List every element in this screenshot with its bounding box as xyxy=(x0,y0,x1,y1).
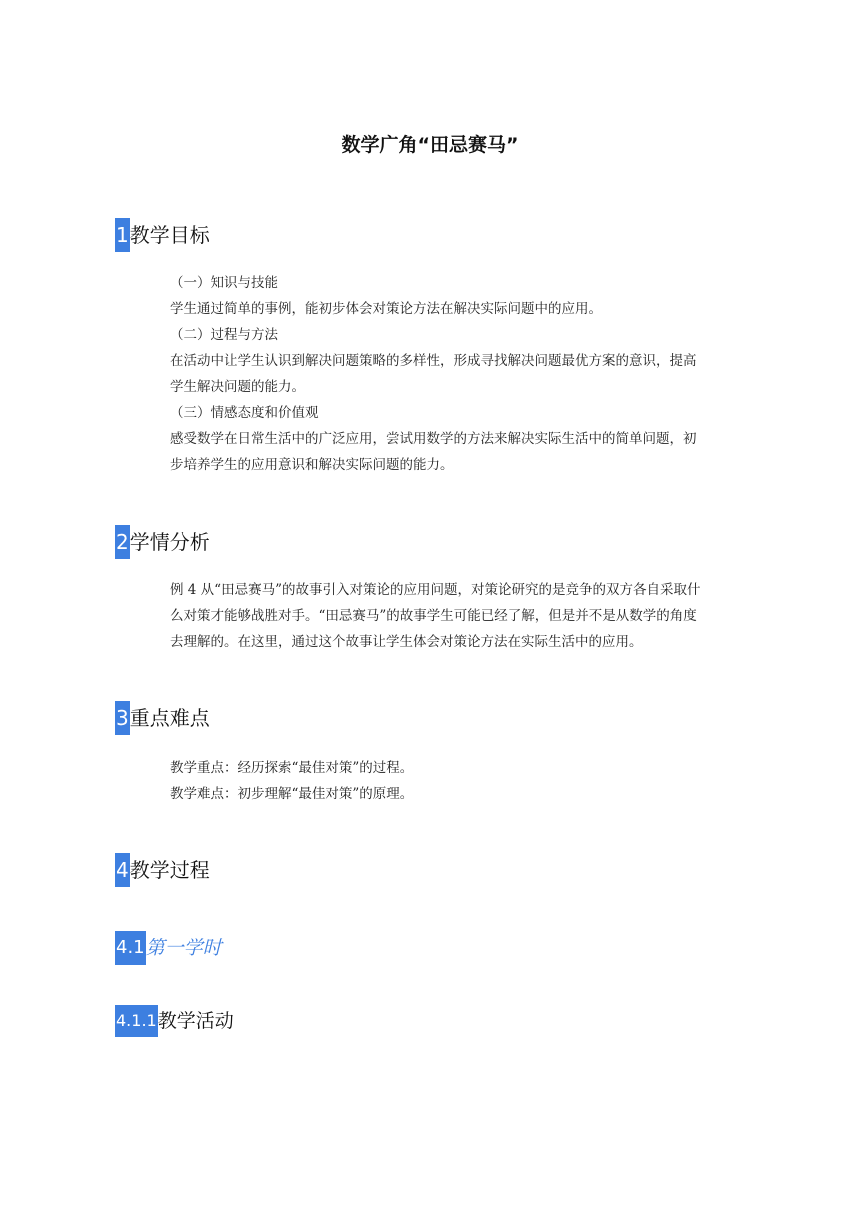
subsection-number-badge: 4.1 xyxy=(115,931,146,965)
section-number-badge: 4 xyxy=(115,853,130,887)
body-line: 例 4 从“田忌赛马”的故事引入对策论的应用问题，对策论研究的是竞争的双方各自采取什 xyxy=(170,582,701,598)
page-title: 数学广角“田忌赛马” xyxy=(341,134,519,156)
section-title: 重点难点 xyxy=(129,706,210,730)
section-title: 教学目标 xyxy=(129,223,210,247)
subsection-heading xyxy=(115,931,222,965)
section-body-2 xyxy=(170,577,754,655)
section-body-1 xyxy=(170,270,754,478)
section-heading-1 xyxy=(115,218,210,252)
body-line: 么对策才能够战胜对手。“田忌赛马”的故事学生可能已经了解，但是并不是从数学的角度 xyxy=(170,608,697,624)
body-line: 步培养学生的应用意识和解决实际问题的能力。 xyxy=(170,457,454,473)
section-title: 教学过程 xyxy=(129,858,210,882)
subsection-title: 第一学时 xyxy=(145,937,222,959)
body-line: （二）过程与方法 xyxy=(170,327,278,343)
body-line: 学生通过简单的事例，能初步体会对策论方法在解决实际问题中的应用。 xyxy=(170,301,602,317)
section-number-badge: 3 xyxy=(115,701,130,735)
body-line: 感受数学在日常生活中的广泛应用，尝试用数学的方法来解决实际生活中的简单问题，初 xyxy=(170,431,697,447)
section-number-badge: 2 xyxy=(115,525,130,559)
body-line: 在活动中让学生认识到解决问题策略的多样性，形成寻找解决问题最优方案的意识，提高 xyxy=(170,353,697,369)
subsubsection-title: 教学活动 xyxy=(157,1010,234,1032)
subsubsection-heading xyxy=(115,1005,234,1037)
body-line: 教学难点：初步理解“最佳对策”的原理。 xyxy=(170,786,414,802)
body-line: （三）情感态度和价值观 xyxy=(170,405,319,421)
section-heading-2 xyxy=(115,525,210,559)
body-line: （一）知识与技能 xyxy=(170,275,278,291)
body-line: 学生解决问题的能力。 xyxy=(170,379,305,395)
subsubsection-number-badge: 4.1.1 xyxy=(115,1005,158,1037)
body-line: 去理解的。在这里，通过这个故事让学生体会对策论方法在实际生活中的应用。 xyxy=(170,634,643,650)
section-heading-3 xyxy=(115,701,210,735)
section-title: 学情分析 xyxy=(129,530,210,554)
section-heading-4 xyxy=(115,853,210,887)
section-number-badge: 1 xyxy=(115,218,130,252)
section-body-3 xyxy=(170,755,754,807)
body-line: 教学重点：经历探索“最佳对策”的过程。 xyxy=(170,760,414,776)
